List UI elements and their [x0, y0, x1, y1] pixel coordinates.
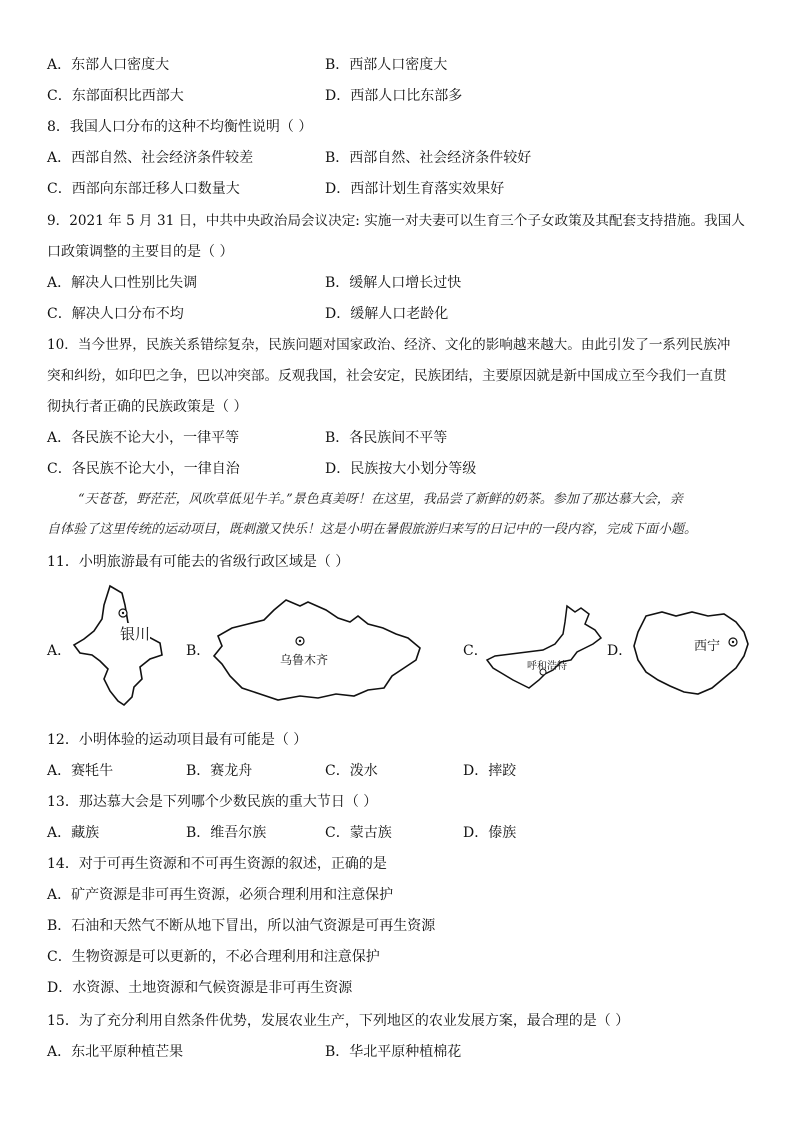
q9-stem-line1: 9．2021 年 5 月 31 日，中共中央政治局会议决定: 实施一对夫妻可以生育三个子女政策及其配套支持措施。我国人	[47, 213, 745, 229]
q10-option-c: C．各民族不论大小，一律自治	[47, 461, 240, 477]
q7-option-a: A．东部人口密度大	[47, 57, 170, 73]
q13-option-d: D．傣族	[463, 825, 517, 841]
q11-option-c-label: C．	[463, 643, 488, 659]
q10-stem-line1: 10．当今世界，民族关系错综复杂，民族问题对国家政治、经济、文化的影响越来越大。由此引发了一系列民族冲	[47, 337, 731, 353]
q9-option-b: B．缓解人口增长过快	[325, 275, 462, 291]
q7-option-b: B．西部人口密度大	[325, 57, 448, 73]
q9-stem-line2: 口政策调整的主要目的是（ ）	[47, 244, 234, 260]
q15-option-a: A．东北平原种植芒果	[47, 1044, 184, 1060]
q10-stem-line2: 突和纠纷，如印巴之争，巴以冲突部。反观我国，社会安定，民族团结，主要原因就是新中国成立至今我们一直贯	[47, 368, 727, 384]
q13-option-a: A．藏族	[47, 825, 100, 841]
q11-option-d-label: D．	[607, 643, 633, 659]
city-yinchuan: 银川	[120, 625, 151, 643]
q8-option-d: D．西部计划生育落实效果好	[325, 181, 505, 197]
q13-option-c: C．蒙古族	[325, 825, 392, 841]
city-hohhot: 呼和浩特	[527, 661, 567, 672]
q11-stem: 11．小明旅游最有可能去的省级行政区域是（ ）	[47, 554, 350, 570]
q8-option-c: C．西部向东部迁移人口数量大	[47, 181, 240, 197]
q14-option-b: B．石油和天然气不断从地下冒出，所以油气资源是可再生资源	[47, 918, 436, 934]
passage-line1: “天苍苍，野茫茫，风吹草低见牛羊。”景色真美呀！在这里，我品尝了新鲜的奶茶。参加了那达慕大会，亲	[78, 492, 683, 507]
q14-option-c: C．生物资源是可以更新的，不必合理利用和注意保护	[47, 949, 380, 965]
q10-option-d: D．民族按大小划分等级	[325, 461, 477, 477]
passage-line2: 自体验了这里传统的运动项目，既刺激又快乐！这是小明在暑假旅游归来写的日记中的一段内容，完成下面小题。	[47, 522, 698, 537]
q8-stem: 8．我国人口分布的这种不均衡性说明（ ）	[47, 119, 313, 135]
q12-option-d: D．摔跤	[463, 763, 517, 779]
q11-option-b-label: B．	[186, 643, 211, 659]
q9-option-d: D．缓解人口老龄化	[325, 306, 449, 322]
q11-option-a-label: A．	[47, 643, 72, 659]
q10-option-b: B．各民族间不平等	[325, 430, 448, 446]
q8-option-b: B．西部自然、社会经济条件较好	[325, 150, 532, 166]
map-xinjiang	[208, 596, 428, 704]
q14-option-a: A．矿产资源是非可再生资源，必须合理利用和注意保护	[47, 887, 394, 903]
q10-stem-line3: 彻执行者正确的民族政策是（ ）	[47, 399, 248, 415]
q14-stem: 14．对于可再生资源和不可再生资源的叙述，正确的是	[47, 856, 387, 872]
q12-option-c: C．泼水	[325, 763, 378, 779]
q7-option-c: C．东部面积比西部大	[47, 88, 184, 104]
map-ningxia	[70, 583, 170, 708]
q9-option-a: A．解决人口性别比失调	[47, 275, 198, 291]
q12-stem: 12．小明体验的运动项目最有可能是（ ）	[47, 732, 308, 748]
q8-option-a: A．西部自然、社会经济条件较差	[47, 150, 254, 166]
q13-option-b: B．维吾尔族	[186, 825, 267, 841]
q15-stem: 15．为了充分利用自然条件优势，发展农业生产，下列地区的农业发展方案，最合理的是（ ）	[47, 1013, 630, 1029]
q12-option-b: B．赛龙舟	[186, 763, 253, 779]
q14-option-d: D．水资源、土地资源和气候资源是非可再生资源	[47, 980, 353, 996]
city-urumqi: 乌鲁木齐	[280, 653, 329, 667]
q13-stem: 13．那达慕大会是下列哪个少数民族的重大节日（ ）	[47, 794, 378, 810]
q9-option-c: C．解决人口分布不均	[47, 306, 184, 322]
map-qinghai	[628, 608, 753, 698]
q10-option-a: A．各民族不论大小，一律平等	[47, 430, 240, 446]
q12-option-a: A．赛牦牛	[47, 763, 114, 779]
city-xining: 西宁	[694, 639, 721, 654]
q7-option-d: D．西部人口比东部多	[325, 88, 463, 104]
map-inner-mongolia	[485, 604, 605, 696]
q15-option-b: B．华北平原种植棉花	[325, 1044, 462, 1060]
